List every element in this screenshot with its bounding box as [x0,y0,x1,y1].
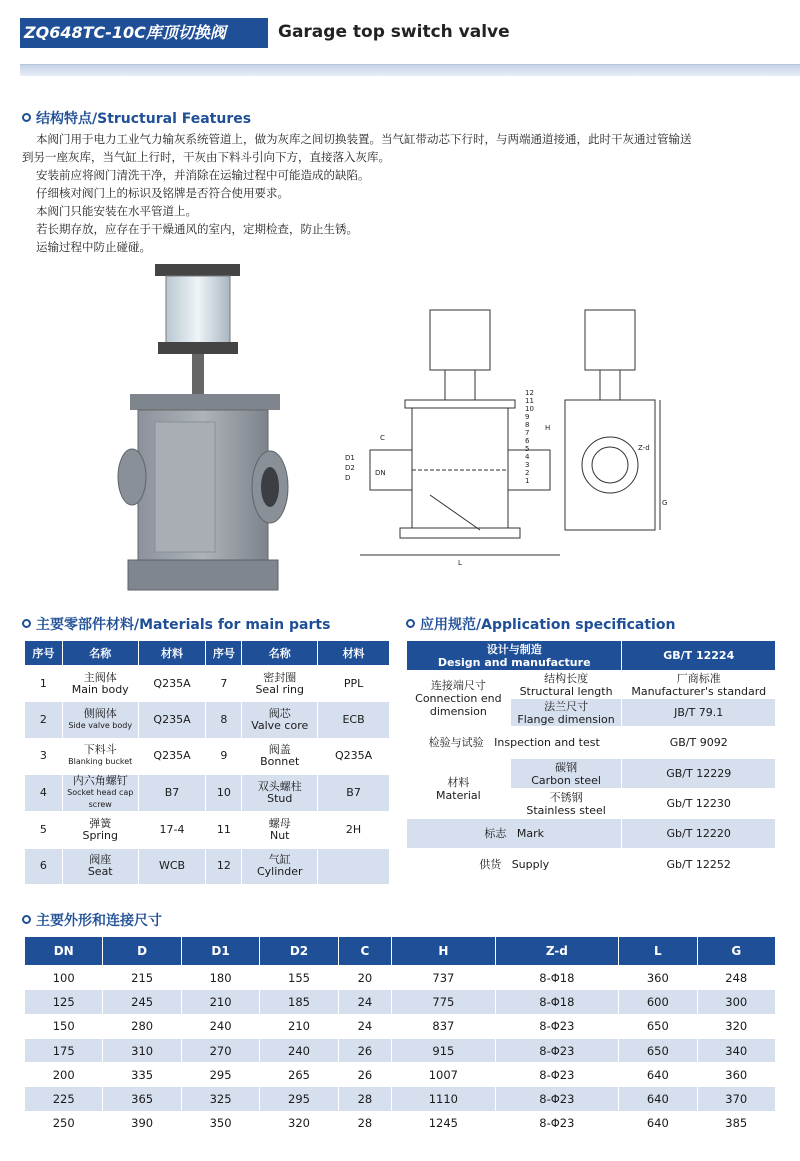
application-section-title: 应用规范/Application specification [406,614,675,634]
page-header [20,18,780,48]
table-cell: 240 [181,1014,259,1038]
part-label-1: 1 [525,477,530,485]
part-label-3: 3 [525,461,530,469]
table-cell: Q235A [318,738,390,774]
part-label-10: 10 [525,405,534,413]
valve-photo [110,262,290,597]
cell-cn: 阀座 [89,853,112,867]
table-cell: 设计与制造 Design and manufacture [407,641,622,671]
cell-cn: 阀盖 [268,743,291,757]
table-cell: 210 [181,990,259,1014]
table-row [25,1111,776,1135]
bullet-icon [22,915,31,924]
table-row [407,759,776,789]
col-header: D2 [260,937,338,966]
table-cell: 厂商标准 Manufacturer's standard [622,671,776,699]
table-cell: WCB [138,848,206,884]
cell-cn: 内六角螺钉 [72,774,128,788]
part-label-7: 7 [525,429,530,437]
table-cell: 370 [697,1087,775,1111]
table-cell [62,666,138,702]
col-header: DN [25,937,103,966]
col-header: 材料 [138,641,206,666]
table-cell: 360 [619,966,697,990]
table-cell: 250 [25,1111,103,1135]
part-label-4: 4 [525,453,530,461]
part-label-9: 9 [525,413,530,421]
table-cell: 100 [25,966,103,990]
cell-cn: 弹簧 [89,816,112,830]
table-cell: 335 [103,1063,181,1087]
table-cell: Gb/T 12230 [622,789,776,819]
product-title-cn: ZQ648TC-10C库顶切换阀 [20,18,268,48]
table-cell: 240 [260,1038,338,1062]
table-cell: 350 [181,1111,259,1135]
table-cell: 295 [260,1087,338,1111]
table-cell: 材料 Material [407,759,511,819]
table-cell: 供货 Supply [407,849,622,881]
table-cell: 248 [697,966,775,990]
col-header: H [392,937,495,966]
part-label-12: 12 [525,389,534,397]
table-cell: 结构长度 Structural length [510,671,622,699]
table-cell: Gb/T 12220 [622,819,776,849]
table-cell: 245 [103,990,181,1014]
table-cell: 5 [25,812,63,848]
application-table [406,640,776,881]
dim-label-d1: D1 [345,454,355,462]
table-cell: 737 [392,966,495,990]
table-row [25,1014,776,1038]
feature-line: 本阀门用于电力工业气力输灰系统管道上，做为灰库之间切换装置。当气缸带动芯下行时，与两端通道接通，此时干灰通过管输送 [36,132,692,146]
dim-label-l: L [458,559,462,567]
dim-label-dn: DN [375,469,386,477]
table-row [407,641,776,671]
table-cell: 300 [697,990,775,1014]
table-cell: Gb/T 12252 [622,849,776,881]
table-cell: 915 [392,1038,495,1062]
feature-line: 安装前应将阀门清洗干净，并消除在运输过程中可能造成的缺陷。 [36,168,370,182]
table-row [25,775,390,812]
dimensions-table [24,936,776,1136]
table-cell: 检验与试验 Inspection and test [407,727,622,759]
table-cell [62,812,138,848]
part-label-11: 11 [525,397,534,405]
bullet-icon [22,113,31,122]
table-cell [318,848,390,884]
table-cell: 640 [619,1111,697,1135]
table-cell: 12 [206,848,242,884]
table-row [407,819,776,849]
table-row [25,1063,776,1087]
col-header: 序号 [206,641,242,666]
table-cell: 11 [206,812,242,848]
table-cell: 180 [181,966,259,990]
table-cell: 24 [338,1014,391,1038]
part-label-2: 2 [525,469,530,477]
table-cell: 17-4 [138,812,206,848]
table-cell: Q235A [138,738,206,774]
cell-en: Bonnet [260,755,300,769]
table-cell: 265 [260,1063,338,1087]
table-cell: Q235A [138,666,206,702]
table-cell: 2H [318,812,390,848]
table-cell: 8-Φ18 [495,966,619,990]
table-row [25,1038,776,1062]
table-cell: 1 [25,666,63,702]
table-cell: 2 [25,702,63,738]
table-cell: PPL [318,666,390,702]
cell-cn: 侧阀体 [83,707,117,721]
part-label-8: 8 [525,421,530,429]
table-cell: 不锈钢 Stainless steel [510,789,622,819]
table-cell: 385 [697,1111,775,1135]
materials-table [24,640,390,885]
table-row [25,738,390,774]
col-header: 名称 [62,641,138,666]
cell-cn: 主阀体 [83,670,117,684]
materials-header-row [25,641,390,666]
table-cell: 340 [697,1038,775,1062]
table-cell: GB/T 12224 [622,641,776,671]
table-cell: 270 [181,1038,259,1062]
table-cell [242,848,318,884]
cell-en: Cylinder [256,865,303,879]
table-cell [62,738,138,774]
table-cell: 8-Φ23 [495,1111,619,1135]
table-row [25,848,390,884]
table-cell: GB/T 12229 [622,759,776,789]
table-cell: 10 [206,775,242,812]
table-cell: 1110 [392,1087,495,1111]
table-cell [242,666,318,702]
col-header: 序号 [25,641,63,666]
table-cell: 8-Φ23 [495,1014,619,1038]
table-cell: 295 [181,1063,259,1087]
table-cell: 125 [25,990,103,1014]
table-cell [62,775,138,812]
table-cell: 310 [103,1038,181,1062]
table-cell [242,812,318,848]
table-cell: 325 [181,1087,259,1111]
col-header: 名称 [242,641,318,666]
feature-line: 仔细核对阀门上的标识及铭牌是否符合使用要求。 [36,186,289,200]
col-header: G [697,937,775,966]
table-cell: 24 [338,990,391,1014]
table-cell: 26 [338,1063,391,1087]
cell-cn: 螺母 [268,816,291,830]
table-row [25,702,390,738]
table-row [25,990,776,1014]
table-cell: 连接端尺寸 Connection end dimension [407,671,511,727]
table-cell: 1245 [392,1111,495,1135]
table-cell: 320 [260,1111,338,1135]
dimensions-body [25,966,776,1136]
dim-label-zd: Z-d [638,444,650,452]
table-cell: 150 [25,1014,103,1038]
part-label-5: 5 [525,445,530,453]
table-cell: 20 [338,966,391,990]
table-cell: 9 [206,738,242,774]
table-cell: 8-Φ23 [495,1063,619,1087]
materials-section-title: 主要零部件材料/Materials for main parts [22,614,330,634]
table-cell: 8-Φ23 [495,1038,619,1062]
cell-cn: 密封圈 [263,670,297,684]
features-section-title: 结构特点/Structural Features [22,108,251,128]
cell-en: Stud [267,792,293,806]
cell-cn: 阀芯 [268,707,291,721]
table-cell: 650 [619,1038,697,1062]
feature-line: 运输过程中防止碰碰。 [36,240,151,254]
dim-label-d2: D2 [345,464,355,472]
table-cell: JB/T 79.1 [622,699,776,727]
table-cell: 碳钢 Carbon steel [510,759,622,789]
table-cell: 法兰尺寸 Flange dimension [510,699,622,727]
table-cell: 标志 Mark [407,819,622,849]
dim-label-g: G [662,499,668,507]
table-cell: 650 [619,1014,697,1038]
table-cell: 185 [260,990,338,1014]
table-cell: 837 [392,1014,495,1038]
feature-line: 若长期存放，应存在于干燥通风的室内，定期检查，防止生锈。 [36,222,358,236]
cell-cn: 双头螺柱 [257,780,302,794]
features-text [22,130,782,256]
table-cell: 6 [25,848,63,884]
cell-en: Side valve body [68,721,133,731]
table-cell: 640 [619,1087,697,1111]
table-cell: 200 [25,1063,103,1087]
col-header: D [103,937,181,966]
table-cell: 280 [103,1014,181,1038]
bullet-icon [406,619,415,628]
table-cell: 7 [206,666,242,702]
cell-en: Socket head cap screw [67,788,134,810]
table-row [407,849,776,881]
table-cell: 28 [338,1111,391,1135]
table-cell: 775 [392,990,495,1014]
cell-en: Seat [87,865,113,879]
dim-label-c: C [380,434,385,442]
col-header: C [338,937,391,966]
table-cell: Q235A [138,702,206,738]
table-cell: 4 [25,775,63,812]
table-cell: 3 [25,738,63,774]
table-cell: 28 [338,1087,391,1111]
dimensions-header-row [25,937,776,966]
table-row [407,727,776,759]
cell-cn: 气缸 [268,853,291,867]
table-cell [62,848,138,884]
col-header: Z-d [495,937,619,966]
table-row [25,1087,776,1111]
cell-en: Main body [71,682,129,696]
col-header: D1 [181,937,259,966]
table-cell [242,738,318,774]
dim-label-d: D [345,474,351,482]
table-cell: 8-Φ23 [495,1087,619,1111]
part-label-6: 6 [525,437,530,445]
table-cell: 210 [260,1014,338,1038]
table-row [25,966,776,990]
header-rule [20,64,800,76]
valve-drawing [340,290,670,570]
cell-en: Seal ring [255,682,305,696]
table-cell [242,702,318,738]
feature-line: 到另一座灰库，当气缸上行时，干灰由下料斗引向下方，直接落入灰库。 [22,150,390,164]
table-cell [62,702,138,738]
dim-label-h: H [545,424,551,432]
table-cell [242,775,318,812]
table-cell: B7 [318,775,390,812]
table-row [25,812,390,848]
table-cell: 8 [206,702,242,738]
table-cell: B7 [138,775,206,812]
table-row [407,671,776,699]
table-cell: 640 [619,1063,697,1087]
table-cell: 1007 [392,1063,495,1087]
table-cell: ECB [318,702,390,738]
cell-en: Spring [82,828,118,842]
feature-line: 本阀门只能安装在水平管道上。 [36,204,197,218]
bullet-icon [22,619,31,628]
table-cell: 175 [25,1038,103,1062]
table-cell: 600 [619,990,697,1014]
col-header: L [619,937,697,966]
cell-en: Valve core [251,719,309,733]
table-cell: 365 [103,1087,181,1111]
table-cell: 26 [338,1038,391,1062]
cell-en: Blanking bucket [68,757,133,767]
dimensions-section-title: 主要外形和连接尺寸 [22,910,162,930]
table-cell: 155 [260,966,338,990]
table-cell: 360 [697,1063,775,1087]
table-row [25,666,390,702]
col-header: 材料 [318,641,390,666]
table-cell: GB/T 9092 [622,727,776,759]
table-cell: 320 [697,1014,775,1038]
table-cell: 8-Φ18 [495,990,619,1014]
table-cell: 390 [103,1111,181,1135]
product-title-en: Garage top switch valve [278,22,510,42]
table-cell: 225 [25,1087,103,1111]
cell-cn: 下料斗 [83,743,117,757]
table-cell: 215 [103,966,181,990]
cell-en: Nut [269,828,290,842]
